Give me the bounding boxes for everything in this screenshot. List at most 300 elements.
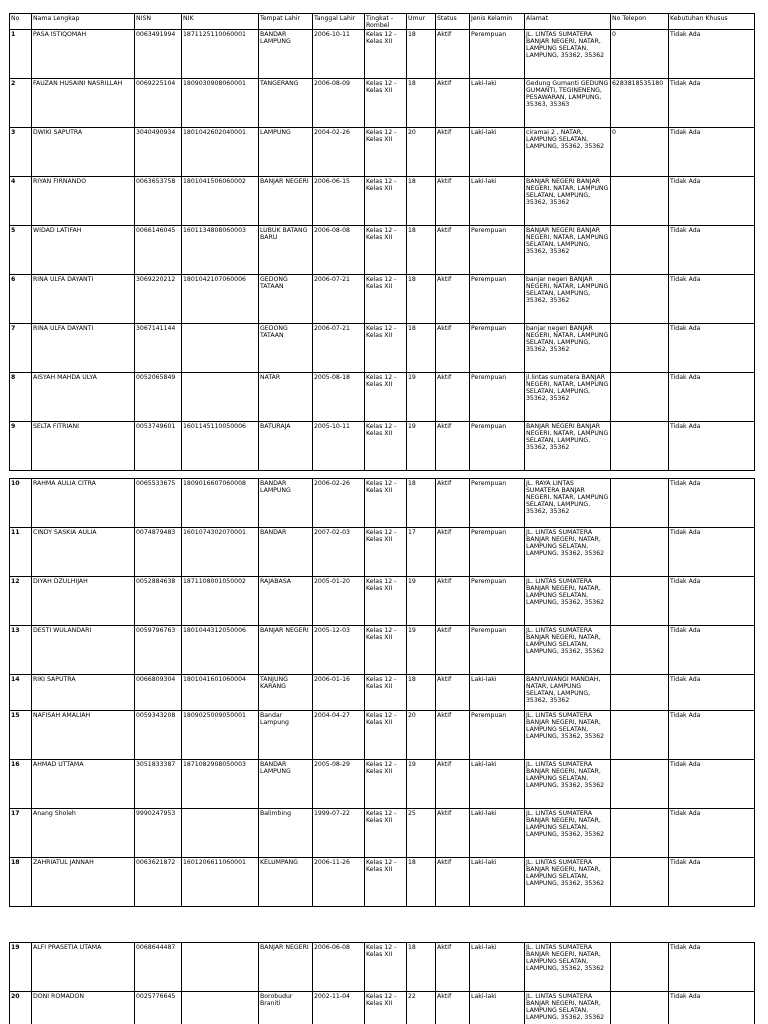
gender: Laki-laki — [470, 760, 525, 809]
nisn-value: 0052884638 — [135, 577, 182, 626]
status-value: Aktif — [436, 30, 470, 79]
age: 18 — [407, 30, 436, 79]
table-body-1 — [10, 30, 755, 471]
status-value: Aktif — [436, 226, 470, 275]
nik-value: 1871108001050002 — [182, 577, 259, 626]
nik-value: 1809030908060001 — [182, 79, 259, 128]
status-value: Aktif — [436, 577, 470, 626]
nik-value: 1801042107060006 — [182, 275, 259, 324]
address: JL. LINTAS SUMATERA BANJAR NEGERI, NATAR, LAMPUNG SELATAN, LAMPUNG, 35362, 35362 — [525, 30, 611, 79]
header-nisn: NISN — [135, 14, 182, 30]
birthplace: Borobudur Braniti — [259, 992, 313, 1024]
birthplace: BATURAJA — [259, 422, 313, 471]
birthdate: 2006-11-26 — [313, 858, 365, 907]
header-tempat-lahir: Tempat Lahir — [259, 14, 313, 30]
phone-number: 0 — [611, 30, 669, 79]
grade-class: Kelas 12 - Kelas XII — [365, 79, 407, 128]
status-value: Aktif — [436, 479, 470, 528]
nisn-value: 0063621872 — [135, 858, 182, 907]
table-row — [10, 577, 755, 626]
grade-class: Kelas 12 - Kelas XII — [365, 626, 407, 675]
birthdate: 2004-04-27 — [313, 711, 365, 760]
age: 18 — [407, 858, 436, 907]
phone-number — [611, 373, 669, 422]
row-number: 2 — [10, 79, 32, 128]
address: jl.lintas sumatera BANJAR NEGERI, NATAR, LAMPUNG SELATAN, LAMPUNG, 35362, 35362 — [525, 373, 611, 422]
table-block-3 — [9, 942, 754, 1024]
address: banjar negeri BANJAR NEGERI, NATAR, LAMPUNG SELATAN, LAMPUNG, 35362, 35362 — [525, 324, 611, 373]
address: JL. LINTAS SUMATERA BANJAR NEGERI, NATAR, LAMPUNG SELATAN, LAMPUNG, 35362, 35362 — [525, 528, 611, 577]
status-value: Aktif — [436, 373, 470, 422]
birthdate: 1999-07-22 — [313, 809, 365, 858]
age: 18 — [407, 226, 436, 275]
table-row — [10, 858, 755, 907]
student-name: RIYAN FIRNANDO — [32, 177, 135, 226]
status-value: Aktif — [436, 128, 470, 177]
birthdate: 2005-08-29 — [313, 760, 365, 809]
age: 18 — [407, 943, 436, 992]
table-header-row — [10, 14, 755, 30]
student-table-page-3 — [9, 942, 755, 1024]
age: 19 — [407, 626, 436, 675]
student-name: RAHMA AULIA CITRA — [32, 479, 135, 528]
nik-value: 1801044312050006 — [182, 626, 259, 675]
student-name: Anang Sholeh — [32, 809, 135, 858]
special-needs: Tidak Ada — [669, 992, 755, 1024]
row-number: 12 — [10, 577, 32, 626]
row-number: 9 — [10, 422, 32, 471]
grade-class: Kelas 12 - Kelas XII — [365, 324, 407, 373]
table-row — [10, 675, 755, 711]
table-row — [10, 30, 755, 79]
row-number: 1 — [10, 30, 32, 79]
birthplace: TANGERANG — [259, 79, 313, 128]
header-tanggal-lahir: Tanggal Lahir — [313, 14, 365, 30]
row-number: 3 — [10, 128, 32, 177]
grade-class: Kelas 12 - Kelas XII — [365, 943, 407, 992]
birthplace: LUBUK BATANG BARU — [259, 226, 313, 275]
nisn-value: 0025776645 — [135, 992, 182, 1024]
phone-number: 6283818535180 — [611, 79, 669, 128]
birthplace: Bandar Lampung — [259, 711, 313, 760]
address: JL. RAYA LINTAS SUMATERA BANJAR NEGERI, NATAR, LAMPUNG SELATAN, LAMPUNG, 35362, 35362 — [525, 479, 611, 528]
row-number: 17 — [10, 809, 32, 858]
birthdate: 2005-12-03 — [313, 626, 365, 675]
nik-value — [182, 324, 259, 373]
student-name: AHMAD UTTAMA — [32, 760, 135, 809]
special-needs: Tidak Ada — [669, 760, 755, 809]
address: JL. LINTAS SUMATERA BANJAR NEGERI, NATAR, LAMPUNG SELATAN, LAMPUNG, 35362, 35362 — [525, 760, 611, 809]
address: BANJAR NEGERI BANJAR NEGERI, NATAR, LAMPUNG SELATAN, LAMPUNG, 35362, 35362 — [525, 226, 611, 275]
phone-number — [611, 479, 669, 528]
nik-value — [182, 373, 259, 422]
status-value: Aktif — [436, 858, 470, 907]
grade-class: Kelas 12 - Kelas XII — [365, 711, 407, 760]
status-value: Aktif — [436, 626, 470, 675]
gender: Perempuan — [470, 275, 525, 324]
table-row — [10, 992, 755, 1024]
birthdate: 2006-10-11 — [313, 30, 365, 79]
student-name: ALFI PRASETIA UTAMA — [32, 943, 135, 992]
phone-number — [611, 324, 669, 373]
nik-value: 1809016607060008 — [182, 479, 259, 528]
age: 18 — [407, 324, 436, 373]
table-row — [10, 226, 755, 275]
table-row — [10, 626, 755, 675]
special-needs: Tidak Ada — [669, 324, 755, 373]
nisn-value: 0074879483 — [135, 528, 182, 577]
row-number: 6 — [10, 275, 32, 324]
gender: Perempuan — [470, 626, 525, 675]
birthdate: 2005-08-18 — [313, 373, 365, 422]
nisn-value: 3067141144 — [135, 324, 182, 373]
birthplace: BANDAR LAMPUNG — [259, 30, 313, 79]
birthdate: 2006-02-26 — [313, 479, 365, 528]
nik-value: 1601206611060001 — [182, 858, 259, 907]
header-jenis-kelamin: Jenis Kelamin — [470, 14, 525, 30]
student-name: ZAHRIATUL JANNAH — [32, 858, 135, 907]
table-row — [10, 943, 755, 992]
grade-class: Kelas 12 - Kelas XII — [365, 675, 407, 711]
header-tingkat-rombel: Tingkat - Rombel — [365, 14, 407, 30]
nisn-value: 0066146045 — [135, 226, 182, 275]
nisn-value: 0066809304 — [135, 675, 182, 711]
student-name: RINA ULFA DAYANTI — [32, 324, 135, 373]
special-needs: Tidak Ada — [669, 422, 755, 471]
address: ciramai 2 , NATAR, LAMPUNG SELATAN, LAMPUNG, 35362, 35362 — [525, 128, 611, 177]
special-needs: Tidak Ada — [669, 577, 755, 626]
student-name: RIKI SAPUTRA — [32, 675, 135, 711]
age: 19 — [407, 422, 436, 471]
nisn-value: 0059796763 — [135, 626, 182, 675]
student-name: NAFISAH AMALIAH — [32, 711, 135, 760]
birthdate: 2006-08-09 — [313, 79, 365, 128]
address: Gedung Gumanti GEDUNG GUMANTI, TEGINENENG, PESAWARAN, LAMPUNG, 35363, 35363 — [525, 79, 611, 128]
birthplace: BANDAR LAMPUNG — [259, 479, 313, 528]
phone-number — [611, 711, 669, 760]
status-value: Aktif — [436, 324, 470, 373]
row-number: 19 — [10, 943, 32, 992]
phone-number — [611, 275, 669, 324]
row-number: 20 — [10, 992, 32, 1024]
gender: Perempuan — [470, 422, 525, 471]
special-needs: Tidak Ada — [669, 275, 755, 324]
birthdate: 2006-07-21 — [313, 324, 365, 373]
grade-class: Kelas 12 - Kelas XII — [365, 992, 407, 1024]
special-needs: Tidak Ada — [669, 809, 755, 858]
phone-number: 0 — [611, 128, 669, 177]
special-needs: Tidak Ada — [669, 479, 755, 528]
phone-number — [611, 992, 669, 1024]
nisn-value: 0065533675 — [135, 479, 182, 528]
nisn-value: 3069220212 — [135, 275, 182, 324]
grade-class: Kelas 12 - Kelas XII — [365, 422, 407, 471]
birthplace: BANDAR — [259, 528, 313, 577]
address: JL. LINTAS SUMATERA BANJAR NEGERI, NATAR, LAMPUNG SELATAN, LAMPUNG, 35362, 35362 — [525, 858, 611, 907]
table-block-1 — [9, 13, 754, 471]
nik-value: 1809025009050001 — [182, 711, 259, 760]
phone-number — [611, 226, 669, 275]
grade-class: Kelas 12 - Kelas XII — [365, 528, 407, 577]
table-row — [10, 128, 755, 177]
grade-class: Kelas 12 - Kelas XII — [365, 30, 407, 79]
row-number: 11 — [10, 528, 32, 577]
address: JL. LINTAS SUMATERA BANJAR NEGERI, NATAR, LAMPUNG SELATAN, LAMPUNG, 35362, 35362 — [525, 577, 611, 626]
age: 19 — [407, 373, 436, 422]
nisn-value: 0069225104 — [135, 79, 182, 128]
student-name: DONI ROMADON — [32, 992, 135, 1024]
gender: Perempuan — [470, 324, 525, 373]
age: 25 — [407, 809, 436, 858]
gender: Perempuan — [470, 577, 525, 626]
nik-value: 1871082908050003 — [182, 760, 259, 809]
nisn-value: 0063491994 — [135, 30, 182, 79]
address: JL. LINTAS SUMATERA BANJAR NEGERI, NATAR, LAMPUNG SELATAN, LAMPUNG, 35362, 35362 — [525, 992, 611, 1024]
row-number: 7 — [10, 324, 32, 373]
special-needs: Tidak Ada — [669, 711, 755, 760]
student-name: WIDAD LATIFAH — [32, 226, 135, 275]
grade-class: Kelas 12 - Kelas XII — [365, 177, 407, 226]
nisn-value: 0052065849 — [135, 373, 182, 422]
nisn-value: 3051833387 — [135, 760, 182, 809]
address: JL. LINTAS SUMATERA BANJAR NEGERI, NATAR, LAMPUNG SELATAN, LAMPUNG, 35362, 35362 — [525, 711, 611, 760]
birthdate: 2005-10-11 — [313, 422, 365, 471]
nik-value — [182, 992, 259, 1024]
grade-class: Kelas 12 - Kelas XII — [365, 760, 407, 809]
row-number: 10 — [10, 479, 32, 528]
birthplace: LAMPUNG — [259, 128, 313, 177]
birthplace: BANJAR NEGERI — [259, 177, 313, 226]
table-row — [10, 809, 755, 858]
nisn-value: 0059343208 — [135, 711, 182, 760]
gender: Laki-laki — [470, 809, 525, 858]
age: 18 — [407, 675, 436, 711]
special-needs: Tidak Ada — [669, 373, 755, 422]
nik-value: 1871125110060001 — [182, 30, 259, 79]
row-number: 4 — [10, 177, 32, 226]
status-value: Aktif — [436, 422, 470, 471]
birthplace: KELUMPANG — [259, 858, 313, 907]
gender: Perempuan — [470, 711, 525, 760]
phone-number — [611, 943, 669, 992]
age: 18 — [407, 177, 436, 226]
nisn-value: 0053749601 — [135, 422, 182, 471]
row-number: 18 — [10, 858, 32, 907]
age: 19 — [407, 760, 436, 809]
header-no: No — [10, 14, 32, 30]
birthdate: 2007-02-03 — [313, 528, 365, 577]
special-needs: Tidak Ada — [669, 226, 755, 275]
age: 22 — [407, 992, 436, 1024]
special-needs: Tidak Ada — [669, 528, 755, 577]
age: 19 — [407, 577, 436, 626]
student-name: DIYAH DZULHIJAH — [32, 577, 135, 626]
age: 20 — [407, 711, 436, 760]
table-row — [10, 528, 755, 577]
status-value: Aktif — [436, 275, 470, 324]
table-row — [10, 760, 755, 809]
header-status: Status — [436, 14, 470, 30]
birthplace: NATAR — [259, 373, 313, 422]
gender: Laki-laki — [470, 675, 525, 711]
birthdate: 2004-02-26 — [313, 128, 365, 177]
special-needs: Tidak Ada — [669, 79, 755, 128]
birthplace: Balimbing — [259, 809, 313, 858]
table-row — [10, 275, 755, 324]
row-number: 16 — [10, 760, 32, 809]
address: JL. LINTAS SUMATERA BANJAR NEGERI, NATAR, LAMPUNG SELATAN, LAMPUNG, 35362, 35362 — [525, 809, 611, 858]
header-no-telepon: No Telepon — [611, 14, 669, 30]
age: 18 — [407, 79, 436, 128]
header-kebutuhan-khusus: Kebutuhan Khusus — [669, 14, 755, 30]
birthdate: 2006-08-08 — [313, 226, 365, 275]
table-block-2 — [9, 478, 754, 907]
gender: Perempuan — [470, 30, 525, 79]
header-nik: NIK — [182, 14, 259, 30]
gender: Laki-laki — [470, 79, 525, 128]
age: 18 — [407, 479, 436, 528]
age: 18 — [407, 275, 436, 324]
status-value: Aktif — [436, 79, 470, 128]
table-body-3 — [10, 943, 755, 1024]
birthdate: 2005-01-20 — [313, 577, 365, 626]
status-value: Aktif — [436, 809, 470, 858]
row-number: 13 — [10, 626, 32, 675]
special-needs: Tidak Ada — [669, 943, 755, 992]
phone-number — [611, 675, 669, 711]
student-name: RINA ULFA DAYANTI — [32, 275, 135, 324]
gender: Perempuan — [470, 226, 525, 275]
age: 17 — [407, 528, 436, 577]
address: banjar negeri BANJAR NEGERI, NATAR, LAMPUNG SELATAN, LAMPUNG, 35362, 35362 — [525, 275, 611, 324]
address: JL. LINTAS SUMATERA BANJAR NEGERI, NATAR, LAMPUNG SELATAN, LAMPUNG, 35362, 35362 — [525, 943, 611, 992]
table-row — [10, 79, 755, 128]
phone-number — [611, 177, 669, 226]
special-needs: Tidak Ada — [669, 30, 755, 79]
birthplace: BANDAR LAMPUNG — [259, 760, 313, 809]
status-value: Aktif — [436, 943, 470, 992]
header-alamat: Alamat — [525, 14, 611, 30]
gender: Laki-laki — [470, 943, 525, 992]
nik-value: 1801041601060004 — [182, 675, 259, 711]
status-value: Aktif — [436, 711, 470, 760]
row-number: 14 — [10, 675, 32, 711]
table-body-2 — [10, 479, 755, 907]
phone-number — [611, 809, 669, 858]
student-name: DWIKI SAPUTRA — [32, 128, 135, 177]
nisn-value: 0068644487 — [135, 943, 182, 992]
address: BANYUWANGI MANDAH, NATAR, LAMPUNG SELATAN, LAMPUNG, 35362, 35362 — [525, 675, 611, 711]
grade-class: Kelas 12 - Kelas XII — [365, 275, 407, 324]
birthdate: 2006-07-21 — [313, 275, 365, 324]
grade-class: Kelas 12 - Kelas XII — [365, 479, 407, 528]
nik-value: 1601145110050006 — [182, 422, 259, 471]
student-table-page-1 — [9, 13, 755, 471]
nik-value — [182, 809, 259, 858]
header-umur: Umur — [407, 14, 436, 30]
row-number: 5 — [10, 226, 32, 275]
row-number: 8 — [10, 373, 32, 422]
phone-number — [611, 577, 669, 626]
birthplace: BANJAR NEGERI — [259, 626, 313, 675]
gender: Laki-laki — [470, 128, 525, 177]
special-needs: Tidak Ada — [669, 128, 755, 177]
status-value: Aktif — [436, 177, 470, 226]
nik-value: 1601074302070001 — [182, 528, 259, 577]
birthplace: BANJAR NEGERI — [259, 943, 313, 992]
birthplace: GEDONG TATAAN — [259, 275, 313, 324]
gender: Perempuan — [470, 528, 525, 577]
phone-number — [611, 858, 669, 907]
status-value: Aktif — [436, 760, 470, 809]
student-table-page-2 — [9, 478, 755, 907]
nik-value: 1601134808060003 — [182, 226, 259, 275]
birthdate: 2006-06-15 — [313, 177, 365, 226]
gender: Laki-laki — [470, 177, 525, 226]
grade-class: Kelas 12 - Kelas XII — [365, 373, 407, 422]
header-nama-lengkap: Nama Lengkap — [32, 14, 135, 30]
nik-value — [182, 943, 259, 992]
student-name: CINDY SASKIA AULIA — [32, 528, 135, 577]
nik-value: 1801041506060002 — [182, 177, 259, 226]
birthplace: TANJUNG KARANG — [259, 675, 313, 711]
status-value: Aktif — [436, 528, 470, 577]
special-needs: Tidak Ada — [669, 675, 755, 711]
special-needs: Tidak Ada — [669, 177, 755, 226]
birthdate: 2006-06-08 — [313, 943, 365, 992]
age: 20 — [407, 128, 436, 177]
phone-number — [611, 528, 669, 577]
table-row — [10, 373, 755, 422]
student-name: AISYAH MAHDA ULYA — [32, 373, 135, 422]
gender: Laki-laki — [470, 992, 525, 1024]
grade-class: Kelas 12 - Kelas XII — [365, 809, 407, 858]
table-row — [10, 479, 755, 528]
gender: Laki-laki — [470, 858, 525, 907]
student-name: DESTI WULANDARI — [32, 626, 135, 675]
table-row — [10, 177, 755, 226]
status-value: Aktif — [436, 675, 470, 711]
nisn-value: 0063653758 — [135, 177, 182, 226]
address: BANJAR NEGERI BANJAR NEGERI, NATAR, LAMPUNG SELATAN, LAMPUNG, 35362, 35362 — [525, 422, 611, 471]
birthdate: 2002-11-04 — [313, 992, 365, 1024]
nisn-value: 9990247953 — [135, 809, 182, 858]
gender: Perempuan — [470, 479, 525, 528]
table-row — [10, 422, 755, 471]
gender: Perempuan — [470, 373, 525, 422]
nik-value: 1801042602040001 — [182, 128, 259, 177]
grade-class: Kelas 12 - Kelas XII — [365, 858, 407, 907]
student-name: SELTA FITRIANI — [32, 422, 135, 471]
phone-number — [611, 760, 669, 809]
status-value: Aktif — [436, 992, 470, 1024]
address: BANJAR NEGERI BANJAR NEGERI, NATAR, LAMPUNG SELATAN, LAMPUNG, 35362, 35362 — [525, 177, 611, 226]
table-row — [10, 324, 755, 373]
special-needs: Tidak Ada — [669, 626, 755, 675]
row-number: 15 — [10, 711, 32, 760]
birthplace: GEDONG TATAAN — [259, 324, 313, 373]
table-row — [10, 711, 755, 760]
address: JL. LINTAS SUMATERA BANJAR NEGERI, NATAR, LAMPUNG SELATAN, LAMPUNG, 35362, 35362 — [525, 626, 611, 675]
student-name: FAUZAN HUSAINI NASRILLAH — [32, 79, 135, 128]
special-needs: Tidak Ada — [669, 858, 755, 907]
phone-number — [611, 422, 669, 471]
phone-number — [611, 626, 669, 675]
grade-class: Kelas 12 - Kelas XII — [365, 226, 407, 275]
birthplace: RAJABASA — [259, 577, 313, 626]
grade-class: Kelas 12 - Kelas XII — [365, 128, 407, 177]
grade-class: Kelas 12 - Kelas XII — [365, 577, 407, 626]
